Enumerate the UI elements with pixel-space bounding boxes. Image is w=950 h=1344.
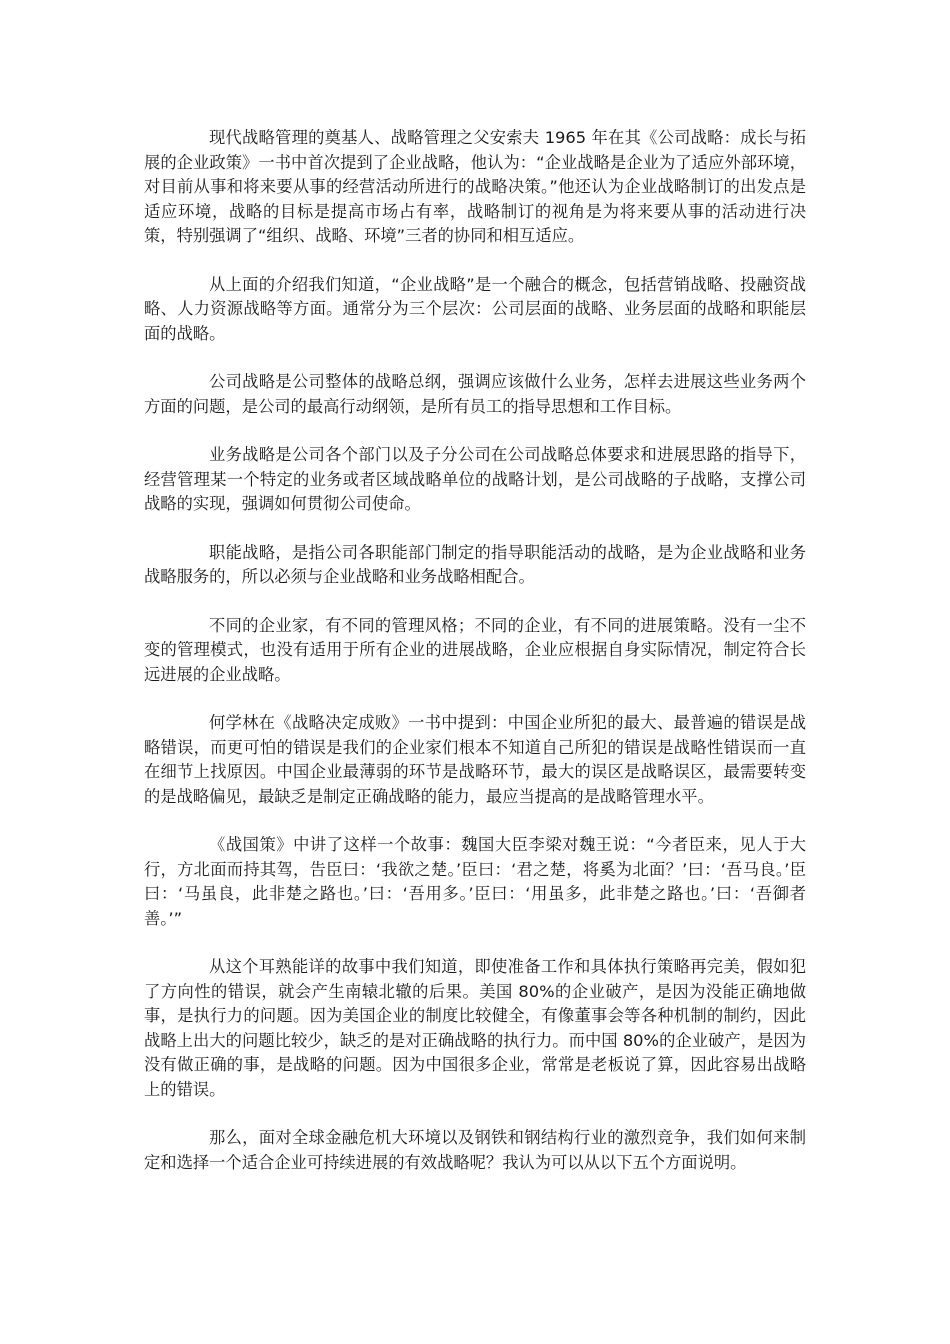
paragraph-7: 何学林在《战略决定成败》一书中提到：中国企业所犯的最大、最普遍的错误是战略错误，而更可怕的错误是我们的企业家们根本不知道自己所犯的错误是战略性错误而一直在细节上找原因。中国企业最薄弱的环节是战略环节，最大的误区是战略误区，最需要转变的是战略偏见，最缺乏是制定正确战略的能力，最应当提高的是战略管理水平。 xyxy=(144,713,806,806)
paragraph-6: 不同的企业家，有不同的管理风格；不同的企业，有不同的进展策略。没有一尘不变的管理模式，也没有适用于所有企业的进展战略，企业应根据自身实际情况，制定符合长远进展的企业战略。 xyxy=(144,615,806,684)
paragraph-8: 《战国策》中讲了这样一个故事：魏国大臣李梁对魏王说：“今者臣来，见人于大行，方北面而持其驾，告臣曰：‘我欲之楚。’臣曰：‘君之楚，将奚为北面？’曰：‘吾马良。’臣曰：‘马虽良，此非楚之路也。’曰：‘吾用多。’臣曰：‘用虽多，此非楚之路也。’曰：‘吾御者善。’” xyxy=(144,835,806,928)
paragraph-4: 业务战略是公司各个部门以及子分公司在公司战略总体要求和进展思路的指导下，经营管理某一个特定的业务或者区域战略单位的战略计划，是公司战略的子战略，支撑公司战略的实现，强调如何贯彻公司使命。 xyxy=(144,445,806,513)
paragraph-5: 职能战略，是指公司各职能部门制定的指导职能活动的战略，是为企业战略和业务战略服务的，所以必须与企业战略和业务战略相配合。 xyxy=(144,542,806,586)
paragraph-9: 从这个耳熟能详的故事中我们知道，即使准备工作和具体执行策略再完美，假如犯了方向性的错误，就会产生南辕北辙的后果。美国 80%的企业破产，是因为没能正确地做事，是执行力的问题。因为美国企业的制度比较健全，有像董事会等各种机制的制约，因此战略上出大的问题比较少，缺乏的是对正确战略的执行力。而中国 80%的企业破产，是因为没有做正确的事，是战略的问题。因为中国很多企业，常常是老板说了算，因此容易出战略上的错误。 xyxy=(144,957,806,1099)
paragraph-10: 那么，面对全球金融危机大环境以及钢铁和钢结构行业的激烈竞争，我们如何来制定和选择一个适合企业可持续进展的有效战略呢？我认为可以从以下五个方面说明。 xyxy=(144,1128,806,1172)
paragraph-3: 公司战略是公司整体的战略总纲，强调应该做什么业务，怎样去进展这些业务两个方面的问题，是公司的最高行动纲领，是所有员工的指导思想和工作目标。 xyxy=(144,372,806,416)
document-body xyxy=(144,126,806,1199)
paragraph-2: 从上面的介绍我们知道，“企业战略”是一个融合的概念，包括营销战略、投融资战略、人力资源战略等方面。通常分为三个层次：公司层面的战略、业务层面的战略和职能层面的战略。 xyxy=(144,274,806,343)
paragraph-1: 现代战略管理的奠基人、战略管理之父安索夫 1965 年在其《公司战略：成长与拓展的企业政策》一书中首次提到了企业战略，他认为：“企业战略是企业为了适应外部环境，对目前从事和将来要从事的经营活动所进行的战略决策。”他还认为企业战略制订的出发点是适应环境，战略的目标是提高市场占有率，战略制订的视角是为将来要从事的活动进行决策，特别强调了“组织、战略、环境”三者的协同和相互适应。 xyxy=(144,128,806,245)
